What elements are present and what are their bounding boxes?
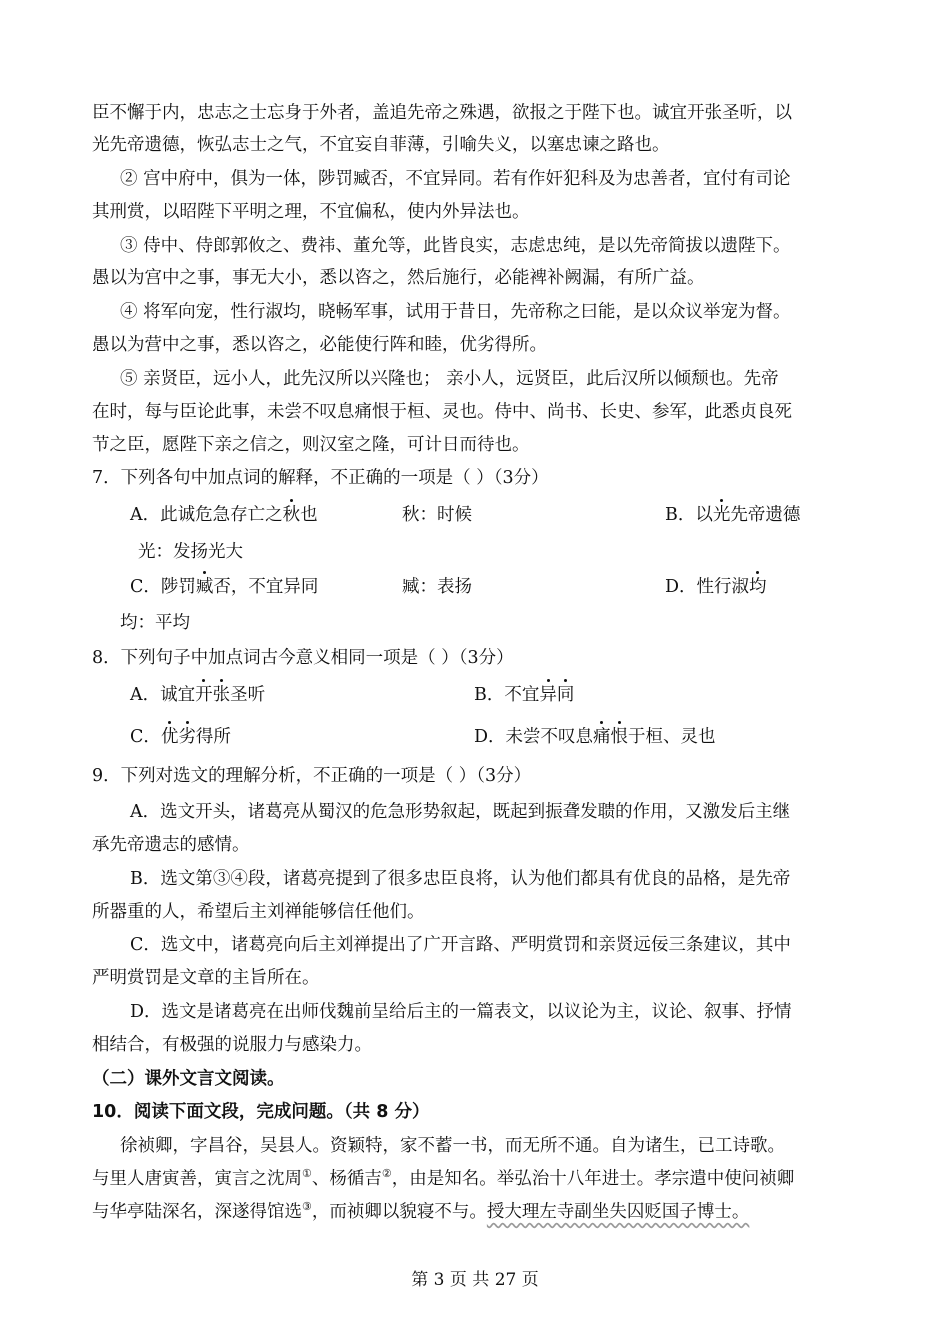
question-9-stem: 9．下列对选文的理解分析，不正确的一项是（ ）（3分） — [92, 766, 532, 786]
q8-option-a[interactable] — [130, 683, 265, 707]
q7-option-a-gloss: 秋：时候 — [402, 505, 472, 525]
section-heading: （二）课外文言文阅读。 — [92, 1069, 285, 1089]
dotted-word: 臧 — [195, 577, 214, 597]
passage-line: 其刑赏，以昭陛下平明之理，不宜偏私，使内外异法也。 — [92, 202, 530, 222]
option-text: B．以 — [665, 505, 713, 525]
q7-option-b-gloss: 光：发扬光大 — [138, 542, 243, 562]
question-7-stem: 7．下列各句中加点词的解释，不正确的一项是（ ）（3分） — [92, 468, 549, 488]
q8-option-d[interactable] — [474, 725, 716, 749]
footnote-marker: ① — [302, 1167, 312, 1181]
dotted-word: 均 — [749, 577, 767, 597]
option-text: D．未尝不叹息 — [474, 727, 594, 747]
q9-option-c-cont: 严明赏罚是文章的主旨所在。 — [92, 968, 320, 988]
dotted-word: 张 — [212, 685, 231, 705]
passage-paragraph-3: ③ 侍中、侍郎郭攸之、费祎、董允等，此皆良实，志虑忠纯，是以先帝简拔以遗陛下。 — [120, 236, 791, 256]
classical-passage-line — [92, 1200, 749, 1224]
passage-paragraph-2: ② 宫中府中，俱为一体，陟罚臧否，不宜异同。若有作奸犯科及为忠善者，宜付有司论 — [120, 169, 791, 189]
question-10-stem: 10．阅读下面文段，完成问题。（共 8 分） — [92, 1102, 430, 1122]
dotted-word: 痛 — [593, 727, 611, 747]
q9-option-d-cont: 相结合，有极强的说服力与感染力。 — [92, 1035, 372, 1055]
passage-line: 在时，每与臣论此事，未尝不叹息痛恨于桓、灵也。侍中、尚书、长史、参军，此悉贞良死 — [92, 402, 792, 422]
dotted-word: 优 — [160, 727, 179, 747]
passage-text: ，而祯卿以貌寝不与。 — [311, 1202, 487, 1222]
option-text: 否，不宜异同 — [213, 577, 319, 597]
passage-line: 臣不懈于内，忠志之士忘身于外者，盖追先帝之殊遇，欲报之于陛下也。诚宜开张圣听，以 — [92, 103, 792, 123]
option-text: C． — [130, 727, 161, 747]
passage-line: 节之臣，愿陛下亲之信之，则汉室之隆，可计日而待也。 — [92, 435, 530, 455]
q8-option-b[interactable] — [474, 683, 574, 707]
option-text: A．诚宜 — [130, 685, 196, 705]
q9-option-d[interactable]: D．选文是诸葛亮在出师伐魏前呈给后主的一篇表文，以议论为主，议论、叙事、抒情 — [130, 1002, 792, 1022]
classical-passage-line — [92, 1167, 794, 1191]
footnote-marker: ② — [381, 1167, 392, 1181]
passage-paragraph-4: ④ 将军向宠，性行淑均，晓畅军事，试用于昔日，先帝称之曰能，是以众议举宠为督。 — [120, 302, 791, 322]
option-text: B．不宜 — [474, 685, 540, 705]
passage-line: 愚以为宫中之事，事无大小，悉以咨之，然后施行，必能裨补阙漏，有所广益。 — [92, 268, 705, 288]
passage-text: 与里人唐寅善，寅言之沈周 — [92, 1169, 302, 1189]
passage-text: ，由是知名。举弘治十八年进士。孝宗遣中使问祯卿 — [391, 1169, 795, 1189]
classical-passage-line: 徐祯卿，字昌谷，吴县人。资颖特，家不蓄一书，而无所不通。自为诸生，已工诗歌。 — [120, 1136, 785, 1156]
option-text: C．陟罚 — [130, 577, 196, 597]
q7-option-b[interactable] — [665, 503, 800, 527]
q9-option-b[interactable]: B．选文第③④段，诸葛亮提到了很多忠臣良将，认为他们都具有优良的品格，是先帝 — [130, 869, 791, 889]
dotted-word: 光 — [712, 505, 731, 525]
option-text: 先帝遗德 — [730, 505, 801, 525]
option-text: 得所 — [195, 727, 231, 747]
q7-option-d[interactable] — [665, 575, 767, 599]
option-text: 也 — [300, 505, 318, 525]
passage-text: 、杨循吉 — [311, 1169, 382, 1189]
option-text: 于桓、灵也 — [628, 727, 716, 747]
q8-option-c[interactable] — [130, 725, 231, 749]
page-footer: 第 3 页 共 27 页 — [411, 1270, 539, 1290]
option-text: 圣听 — [230, 685, 266, 705]
dotted-word: 开 — [195, 685, 213, 705]
q9-option-c[interactable]: C．选文中，诸葛亮向后主刘禅提出了广开言路、严明赏罚和亲贤远佞三条建议，其中 — [130, 935, 791, 955]
footnote-marker: ③ — [302, 1200, 312, 1214]
question-8-stem: 8．下列句子中加点词古今意义相同一项是（ ）（3分） — [92, 648, 514, 668]
q9-option-a[interactable]: A．选文开头，诸葛亮从蜀汉的危急形势叙起，既起到振聋发聩的作用，又激发后主继 — [130, 802, 791, 822]
q7-option-a[interactable] — [130, 503, 318, 527]
q7-option-c-gloss: 臧：表扬 — [402, 577, 472, 597]
passage-paragraph-5: ⑤ 亲贤臣，远小人，此先汉所以兴隆也； 亲小人，远贤臣，此后汉所以倾颓也。先帝 — [120, 369, 779, 389]
passage-text: 与华亭陆深名，深遂得馆选 — [92, 1202, 302, 1222]
dotted-word: 劣 — [178, 727, 196, 747]
dotted-word: 秋 — [282, 505, 301, 525]
dotted-word: 异 — [539, 685, 557, 705]
q9-option-a-cont: 承先帝遗志的感情。 — [92, 835, 250, 855]
q7-option-d-gloss: 均：平均 — [120, 613, 190, 633]
option-text: A．此诚危急存亡之 — [130, 505, 283, 525]
dotted-word: 恨 — [610, 727, 629, 747]
wavy-underlined-sentence: 授大理左寺副坐失囚贬国子博士。 — [486, 1202, 750, 1222]
passage-line: 愚以为营中之事，悉以咨之，必能使行阵和睦，优劣得所。 — [92, 335, 547, 355]
dotted-word: 同 — [556, 685, 575, 705]
passage-line: 光先帝遗德，恢弘志士之气，不宜妄自菲薄，引喻失义，以塞忠谏之路也。 — [92, 135, 670, 155]
q9-option-b-cont: 所器重的人，希望后主刘禅能够信任他们。 — [92, 902, 425, 922]
q7-option-c[interactable] — [130, 575, 318, 599]
option-text: D．性行淑 — [665, 577, 750, 597]
